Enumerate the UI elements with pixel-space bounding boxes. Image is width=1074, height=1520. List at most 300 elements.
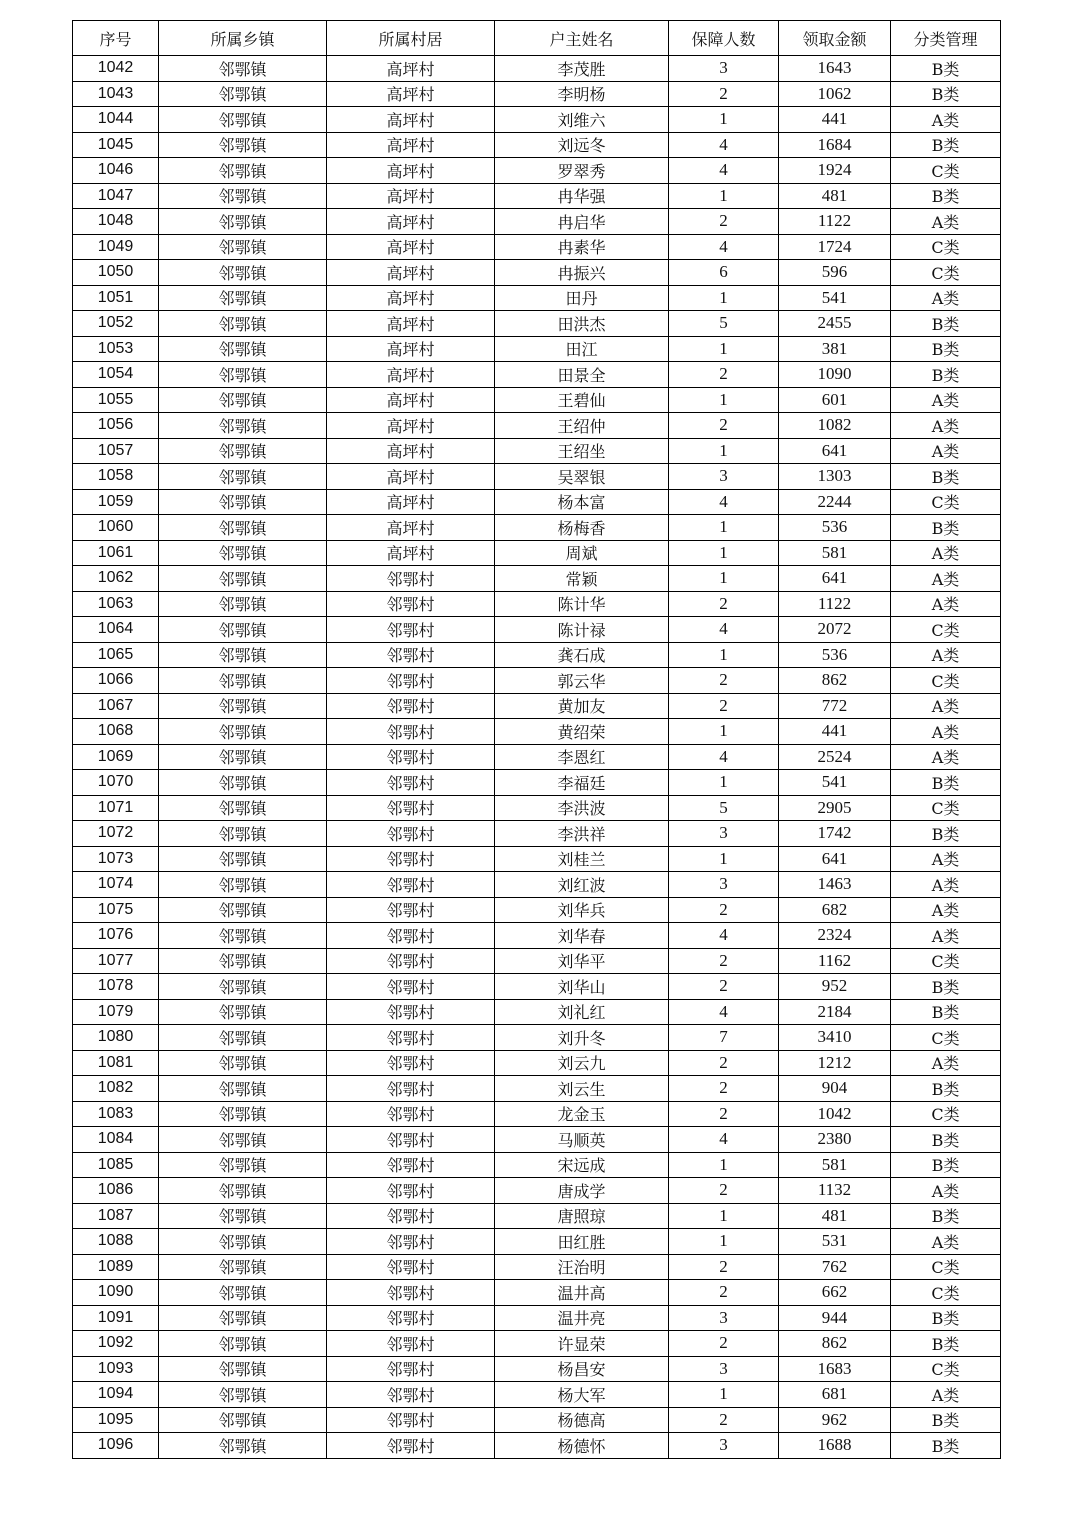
table-row xyxy=(73,209,1001,235)
town-cell: 邻鄂镇 xyxy=(159,923,327,949)
table-row xyxy=(73,1127,1001,1153)
persons-cell: 1 xyxy=(669,107,779,133)
category-cell: C类 xyxy=(891,1280,1001,1306)
amount-cell: 2524 xyxy=(779,744,891,770)
category-cell: A类 xyxy=(891,387,1001,413)
persons-cell: 4 xyxy=(669,234,779,260)
category-cell: A类 xyxy=(891,209,1001,235)
amount-cell: 1082 xyxy=(779,413,891,439)
seq-cell: 1061 xyxy=(73,540,159,566)
amount-cell: 944 xyxy=(779,1305,891,1331)
persons-cell: 4 xyxy=(669,158,779,184)
town-cell: 邻鄂镇 xyxy=(159,744,327,770)
householder-cell: 王绍坐 xyxy=(495,438,669,464)
persons-cell: 3 xyxy=(669,821,779,847)
village-cell: 高坪村 xyxy=(327,56,495,82)
category-cell: A类 xyxy=(891,719,1001,745)
town-cell: 邻鄂镇 xyxy=(159,1025,327,1051)
table-row xyxy=(73,260,1001,286)
table-row xyxy=(73,668,1001,694)
header-amount: 领取金额 xyxy=(779,21,891,56)
village-cell: 邻鄂村 xyxy=(327,668,495,694)
amount-cell: 641 xyxy=(779,846,891,872)
amount-cell: 1042 xyxy=(779,1101,891,1127)
amount-cell: 441 xyxy=(779,107,891,133)
town-cell: 邻鄂镇 xyxy=(159,413,327,439)
table-row xyxy=(73,770,1001,796)
seq-cell: 1092 xyxy=(73,1331,159,1357)
table-row xyxy=(73,1101,1001,1127)
seq-cell: 1076 xyxy=(73,923,159,949)
seq-cell: 1072 xyxy=(73,821,159,847)
seq-cell: 1042 xyxy=(73,56,159,82)
village-cell: 高坪村 xyxy=(327,81,495,107)
seq-cell: 1083 xyxy=(73,1101,159,1127)
seq-cell: 1063 xyxy=(73,591,159,617)
village-cell: 邻鄂村 xyxy=(327,1050,495,1076)
householder-cell: 马顺英 xyxy=(495,1127,669,1153)
amount-cell: 441 xyxy=(779,719,891,745)
village-cell: 邻鄂村 xyxy=(327,719,495,745)
town-cell: 邻鄂镇 xyxy=(159,158,327,184)
amount-cell: 662 xyxy=(779,1280,891,1306)
category-cell: B类 xyxy=(891,362,1001,388)
seq-cell: 1069 xyxy=(73,744,159,770)
table-row xyxy=(73,821,1001,847)
seq-cell: 1073 xyxy=(73,846,159,872)
amount-cell: 1212 xyxy=(779,1050,891,1076)
table-row xyxy=(73,1305,1001,1331)
town-cell: 邻鄂镇 xyxy=(159,183,327,209)
category-cell: B类 xyxy=(891,183,1001,209)
amount-cell: 1742 xyxy=(779,821,891,847)
seq-cell: 1066 xyxy=(73,668,159,694)
category-cell: C类 xyxy=(891,948,1001,974)
amount-cell: 862 xyxy=(779,668,891,694)
town-cell: 邻鄂镇 xyxy=(159,1101,327,1127)
amount-cell: 601 xyxy=(779,387,891,413)
persons-cell: 2 xyxy=(669,693,779,719)
village-cell: 高坪村 xyxy=(327,311,495,337)
category-cell: A类 xyxy=(891,285,1001,311)
persons-cell: 1 xyxy=(669,642,779,668)
persons-cell: 2 xyxy=(669,1050,779,1076)
persons-cell: 2 xyxy=(669,897,779,923)
town-cell: 邻鄂镇 xyxy=(159,693,327,719)
householder-cell: 温井亮 xyxy=(495,1305,669,1331)
village-cell: 邻鄂村 xyxy=(327,1254,495,1280)
town-cell: 邻鄂镇 xyxy=(159,336,327,362)
seq-cell: 1044 xyxy=(73,107,159,133)
amount-cell: 1062 xyxy=(779,81,891,107)
town-cell: 邻鄂镇 xyxy=(159,132,327,158)
persons-cell: 2 xyxy=(669,1280,779,1306)
householder-cell: 黄绍荣 xyxy=(495,719,669,745)
amount-cell: 531 xyxy=(779,1229,891,1255)
table-row xyxy=(73,413,1001,439)
category-cell: B类 xyxy=(891,132,1001,158)
persons-cell: 1 xyxy=(669,515,779,541)
village-cell: 邻鄂村 xyxy=(327,846,495,872)
category-cell: C类 xyxy=(891,1356,1001,1382)
persons-cell: 3 xyxy=(669,872,779,898)
seq-cell: 1089 xyxy=(73,1254,159,1280)
householder-cell: 杨德高 xyxy=(495,1407,669,1433)
householder-cell: 罗翠秀 xyxy=(495,158,669,184)
amount-cell: 2380 xyxy=(779,1127,891,1153)
category-cell: B类 xyxy=(891,56,1001,82)
persons-cell: 2 xyxy=(669,81,779,107)
amount-cell: 2455 xyxy=(779,311,891,337)
amount-cell: 1090 xyxy=(779,362,891,388)
village-cell: 邻鄂村 xyxy=(327,617,495,643)
persons-cell: 1 xyxy=(669,1152,779,1178)
persons-cell: 2 xyxy=(669,1076,779,1102)
householder-cell: 唐照琼 xyxy=(495,1203,669,1229)
village-cell: 邻鄂村 xyxy=(327,770,495,796)
seq-cell: 1074 xyxy=(73,872,159,898)
householder-cell: 刘云九 xyxy=(495,1050,669,1076)
town-cell: 邻鄂镇 xyxy=(159,1433,327,1459)
amount-cell: 536 xyxy=(779,642,891,668)
village-cell: 高坪村 xyxy=(327,387,495,413)
village-cell: 邻鄂村 xyxy=(327,1433,495,1459)
village-cell: 邻鄂村 xyxy=(327,1203,495,1229)
seq-cell: 1043 xyxy=(73,81,159,107)
town-cell: 邻鄂镇 xyxy=(159,719,327,745)
householder-cell: 杨本富 xyxy=(495,489,669,515)
persons-cell: 1 xyxy=(669,540,779,566)
seq-cell: 1085 xyxy=(73,1152,159,1178)
town-cell: 邻鄂镇 xyxy=(159,1229,327,1255)
table-row xyxy=(73,81,1001,107)
table-row xyxy=(73,744,1001,770)
town-cell: 邻鄂镇 xyxy=(159,1127,327,1153)
amount-cell: 1924 xyxy=(779,158,891,184)
householder-cell: 冉振兴 xyxy=(495,260,669,286)
town-cell: 邻鄂镇 xyxy=(159,540,327,566)
table-row xyxy=(73,183,1001,209)
town-cell: 邻鄂镇 xyxy=(159,464,327,490)
amount-cell: 541 xyxy=(779,285,891,311)
town-cell: 邻鄂镇 xyxy=(159,311,327,337)
persons-cell: 1 xyxy=(669,1203,779,1229)
town-cell: 邻鄂镇 xyxy=(159,1305,327,1331)
amount-cell: 541 xyxy=(779,770,891,796)
town-cell: 邻鄂镇 xyxy=(159,974,327,1000)
table-row xyxy=(73,617,1001,643)
amount-cell: 1643 xyxy=(779,56,891,82)
persons-cell: 4 xyxy=(669,132,779,158)
amount-cell: 3410 xyxy=(779,1025,891,1051)
village-cell: 高坪村 xyxy=(327,285,495,311)
town-cell: 邻鄂镇 xyxy=(159,56,327,82)
table-row xyxy=(73,1050,1001,1076)
category-cell: B类 xyxy=(891,1433,1001,1459)
village-cell: 邻鄂村 xyxy=(327,1407,495,1433)
seq-cell: 1048 xyxy=(73,209,159,235)
table-row xyxy=(73,132,1001,158)
town-cell: 邻鄂镇 xyxy=(159,1152,327,1178)
householder-cell: 郭云华 xyxy=(495,668,669,694)
householder-cell: 田江 xyxy=(495,336,669,362)
table-row xyxy=(73,1025,1001,1051)
category-cell: C类 xyxy=(891,795,1001,821)
householder-cell: 杨昌安 xyxy=(495,1356,669,1382)
table-row xyxy=(73,1382,1001,1408)
category-cell: A类 xyxy=(891,566,1001,592)
table-row xyxy=(73,999,1001,1025)
table-row xyxy=(73,872,1001,898)
category-cell: A类 xyxy=(891,591,1001,617)
seq-cell: 1078 xyxy=(73,974,159,1000)
village-cell: 高坪村 xyxy=(327,209,495,235)
amount-cell: 2324 xyxy=(779,923,891,949)
town-cell: 邻鄂镇 xyxy=(159,1407,327,1433)
category-cell: A类 xyxy=(891,897,1001,923)
category-cell: C类 xyxy=(891,260,1001,286)
persons-cell: 7 xyxy=(669,1025,779,1051)
persons-cell: 2 xyxy=(669,413,779,439)
table-row xyxy=(73,1433,1001,1459)
table-row xyxy=(73,1178,1001,1204)
seq-cell: 1084 xyxy=(73,1127,159,1153)
seq-cell: 1091 xyxy=(73,1305,159,1331)
seq-cell: 1060 xyxy=(73,515,159,541)
householder-cell: 李恩红 xyxy=(495,744,669,770)
village-cell: 高坪村 xyxy=(327,158,495,184)
householder-cell: 刘华兵 xyxy=(495,897,669,923)
village-cell: 邻鄂村 xyxy=(327,1280,495,1306)
persons-cell: 2 xyxy=(669,1178,779,1204)
householder-cell: 刘云生 xyxy=(495,1076,669,1102)
amount-cell: 381 xyxy=(779,336,891,362)
category-cell: C类 xyxy=(891,1254,1001,1280)
persons-cell: 1 xyxy=(669,1229,779,1255)
seq-cell: 1049 xyxy=(73,234,159,260)
amount-cell: 952 xyxy=(779,974,891,1000)
table-row xyxy=(73,336,1001,362)
persons-cell: 1 xyxy=(669,438,779,464)
amount-cell: 536 xyxy=(779,515,891,541)
category-cell: A类 xyxy=(891,540,1001,566)
persons-cell: 1 xyxy=(669,566,779,592)
village-cell: 高坪村 xyxy=(327,260,495,286)
town-cell: 邻鄂镇 xyxy=(159,1356,327,1382)
village-cell: 高坪村 xyxy=(327,489,495,515)
amount-cell: 481 xyxy=(779,183,891,209)
village-cell: 邻鄂村 xyxy=(327,1076,495,1102)
persons-cell: 1 xyxy=(669,387,779,413)
householder-cell: 龙金玉 xyxy=(495,1101,669,1127)
seq-cell: 1051 xyxy=(73,285,159,311)
persons-cell: 2 xyxy=(669,974,779,1000)
persons-cell: 4 xyxy=(669,744,779,770)
town-cell: 邻鄂镇 xyxy=(159,260,327,286)
village-cell: 邻鄂村 xyxy=(327,1152,495,1178)
village-cell: 邻鄂村 xyxy=(327,1229,495,1255)
householder-cell: 田红胜 xyxy=(495,1229,669,1255)
town-cell: 邻鄂镇 xyxy=(159,285,327,311)
householder-cell: 冉华强 xyxy=(495,183,669,209)
village-cell: 邻鄂村 xyxy=(327,948,495,974)
householder-cell: 唐成学 xyxy=(495,1178,669,1204)
town-cell: 邻鄂镇 xyxy=(159,1076,327,1102)
persons-cell: 2 xyxy=(669,1331,779,1357)
persons-cell: 2 xyxy=(669,668,779,694)
category-cell: B类 xyxy=(891,311,1001,337)
persons-cell: 1 xyxy=(669,770,779,796)
householder-cell: 李洪波 xyxy=(495,795,669,821)
householder-cell: 刘桂兰 xyxy=(495,846,669,872)
category-cell: C类 xyxy=(891,234,1001,260)
persons-cell: 3 xyxy=(669,56,779,82)
town-cell: 邻鄂镇 xyxy=(159,81,327,107)
table-row xyxy=(73,1076,1001,1102)
table-row xyxy=(73,1331,1001,1357)
table-row xyxy=(73,387,1001,413)
town-cell: 邻鄂镇 xyxy=(159,668,327,694)
village-cell: 高坪村 xyxy=(327,515,495,541)
seq-cell: 1045 xyxy=(73,132,159,158)
assistance-table xyxy=(72,20,1001,1459)
seq-cell: 1050 xyxy=(73,260,159,286)
table-row xyxy=(73,489,1001,515)
persons-cell: 4 xyxy=(669,617,779,643)
header-category: 分类管理 xyxy=(891,21,1001,56)
category-cell: B类 xyxy=(891,464,1001,490)
table-row xyxy=(73,1254,1001,1280)
householder-cell: 杨德怀 xyxy=(495,1433,669,1459)
householder-cell: 刘远冬 xyxy=(495,132,669,158)
amount-cell: 772 xyxy=(779,693,891,719)
householder-cell: 李明杨 xyxy=(495,81,669,107)
town-cell: 邻鄂镇 xyxy=(159,846,327,872)
householder-cell: 田洪杰 xyxy=(495,311,669,337)
category-cell: B类 xyxy=(891,999,1001,1025)
householder-cell: 陈计华 xyxy=(495,591,669,617)
persons-cell: 3 xyxy=(669,1305,779,1331)
category-cell: B类 xyxy=(891,81,1001,107)
category-cell: B类 xyxy=(891,770,1001,796)
householder-cell: 王碧仙 xyxy=(495,387,669,413)
table-row xyxy=(73,362,1001,388)
town-cell: 邻鄂镇 xyxy=(159,489,327,515)
table-body xyxy=(73,56,1001,1459)
village-cell: 邻鄂村 xyxy=(327,1356,495,1382)
category-cell: C类 xyxy=(891,668,1001,694)
amount-cell: 682 xyxy=(779,897,891,923)
category-cell: C类 xyxy=(891,617,1001,643)
category-cell: C类 xyxy=(891,1101,1001,1127)
table-row xyxy=(73,642,1001,668)
amount-cell: 1684 xyxy=(779,132,891,158)
village-cell: 邻鄂村 xyxy=(327,1127,495,1153)
table-row xyxy=(73,438,1001,464)
table-row xyxy=(73,311,1001,337)
town-cell: 邻鄂镇 xyxy=(159,897,327,923)
table-row xyxy=(73,464,1001,490)
town-cell: 邻鄂镇 xyxy=(159,642,327,668)
amount-cell: 681 xyxy=(779,1382,891,1408)
town-cell: 邻鄂镇 xyxy=(159,872,327,898)
amount-cell: 962 xyxy=(779,1407,891,1433)
seq-cell: 1095 xyxy=(73,1407,159,1433)
householder-cell: 龚石成 xyxy=(495,642,669,668)
persons-cell: 4 xyxy=(669,1127,779,1153)
category-cell: A类 xyxy=(891,744,1001,770)
category-cell: A类 xyxy=(891,1178,1001,1204)
table-row xyxy=(73,948,1001,974)
amount-cell: 1132 xyxy=(779,1178,891,1204)
category-cell: A类 xyxy=(891,438,1001,464)
householder-cell: 陈计禄 xyxy=(495,617,669,643)
table-row xyxy=(73,1229,1001,1255)
category-cell: B类 xyxy=(891,1407,1001,1433)
category-cell: A类 xyxy=(891,107,1001,133)
amount-cell: 2072 xyxy=(779,617,891,643)
householder-cell: 刘升冬 xyxy=(495,1025,669,1051)
seq-cell: 1058 xyxy=(73,464,159,490)
seq-cell: 1047 xyxy=(73,183,159,209)
category-cell: A类 xyxy=(891,872,1001,898)
town-cell: 邻鄂镇 xyxy=(159,1203,327,1229)
town-cell: 邻鄂镇 xyxy=(159,591,327,617)
amount-cell: 581 xyxy=(779,540,891,566)
village-cell: 邻鄂村 xyxy=(327,821,495,847)
header-householder: 户主姓名 xyxy=(495,21,669,56)
seq-cell: 1093 xyxy=(73,1356,159,1382)
village-cell: 高坪村 xyxy=(327,540,495,566)
amount-cell: 1463 xyxy=(779,872,891,898)
village-cell: 邻鄂村 xyxy=(327,923,495,949)
householder-cell: 杨大军 xyxy=(495,1382,669,1408)
amount-cell: 762 xyxy=(779,1254,891,1280)
table-row xyxy=(73,591,1001,617)
village-cell: 邻鄂村 xyxy=(327,974,495,1000)
householder-cell: 宋远成 xyxy=(495,1152,669,1178)
householder-cell: 许显荣 xyxy=(495,1331,669,1357)
village-cell: 邻鄂村 xyxy=(327,1305,495,1331)
category-cell: B类 xyxy=(891,1152,1001,1178)
amount-cell: 641 xyxy=(779,438,891,464)
town-cell: 邻鄂镇 xyxy=(159,362,327,388)
householder-cell: 温井高 xyxy=(495,1280,669,1306)
town-cell: 邻鄂镇 xyxy=(159,209,327,235)
town-cell: 邻鄂镇 xyxy=(159,1382,327,1408)
header-seq: 序号 xyxy=(73,21,159,56)
category-cell: A类 xyxy=(891,846,1001,872)
table-row xyxy=(73,1203,1001,1229)
seq-cell: 1070 xyxy=(73,770,159,796)
seq-cell: 1087 xyxy=(73,1203,159,1229)
table-row xyxy=(73,1280,1001,1306)
village-cell: 邻鄂村 xyxy=(327,566,495,592)
persons-cell: 2 xyxy=(669,362,779,388)
header-persons: 保障人数 xyxy=(669,21,779,56)
town-cell: 邻鄂镇 xyxy=(159,770,327,796)
table-row xyxy=(73,897,1001,923)
table-row xyxy=(73,693,1001,719)
persons-cell: 3 xyxy=(669,1356,779,1382)
town-cell: 邻鄂镇 xyxy=(159,1178,327,1204)
table-row xyxy=(73,719,1001,745)
seq-cell: 1055 xyxy=(73,387,159,413)
village-cell: 邻鄂村 xyxy=(327,744,495,770)
amount-cell: 2244 xyxy=(779,489,891,515)
amount-cell: 1122 xyxy=(779,591,891,617)
persons-cell: 1 xyxy=(669,285,779,311)
